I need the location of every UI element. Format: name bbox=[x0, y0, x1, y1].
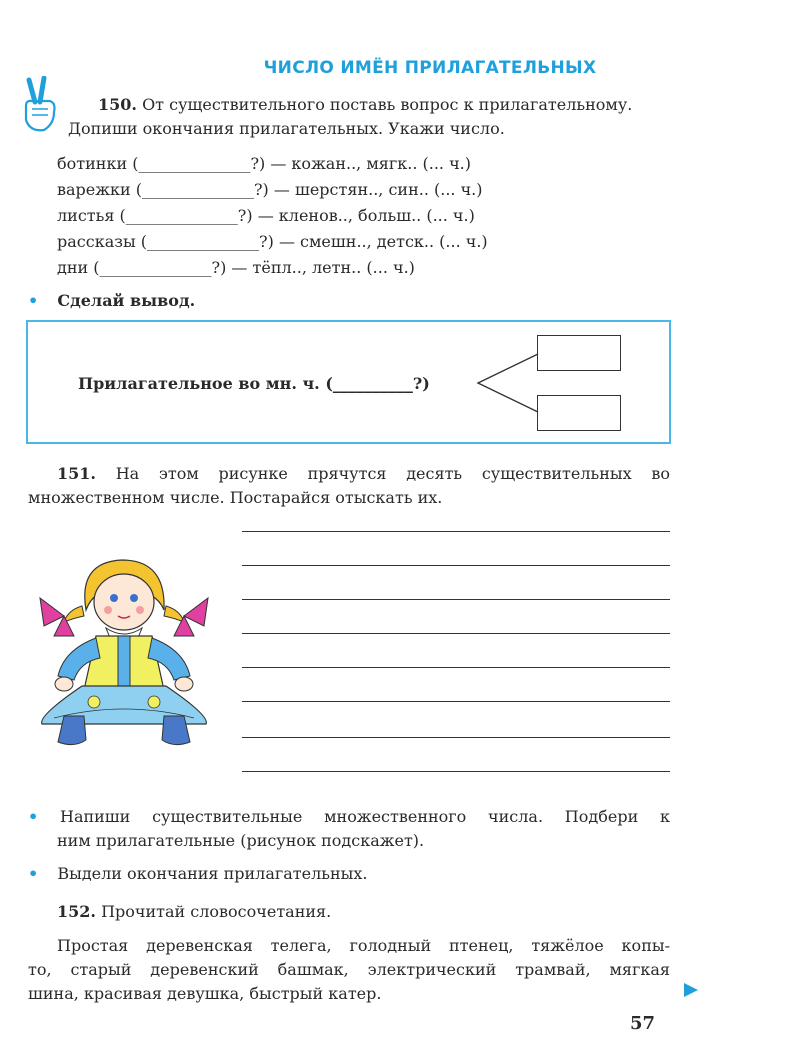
bullet-icon: • bbox=[28, 291, 39, 310]
instruction-text: Прочитай словосочетания. bbox=[101, 902, 332, 921]
writing-line[interactable] bbox=[242, 531, 670, 532]
doll-illustration bbox=[34, 540, 218, 750]
answer-blank[interactable]: ______________ bbox=[99, 258, 212, 277]
row-noun: рассказы ( bbox=[57, 232, 148, 251]
exercise-152-title bbox=[57, 901, 331, 923]
exercise-row-2 bbox=[57, 179, 483, 201]
row-adjectives: ?) — кленов.., больш.. (... ч.) bbox=[237, 206, 475, 225]
writing-line[interactable] bbox=[242, 599, 670, 600]
instruction-text: От существительного поставь вопрос к прилагательному. bbox=[142, 95, 633, 114]
answer-blank[interactable]: ______________ bbox=[138, 154, 251, 173]
box-blank[interactable]: __________ bbox=[332, 374, 413, 393]
conclusion-prompt bbox=[28, 290, 195, 312]
branch-lines bbox=[476, 350, 540, 414]
conclusion-box-text bbox=[78, 373, 430, 395]
answer-blank[interactable]: ______________ bbox=[141, 180, 254, 199]
answer-blank[interactable]: ______________ bbox=[147, 232, 260, 251]
row-adjectives: ?) — кожан.., мягк.. (... ч.) bbox=[250, 154, 471, 173]
box-label: Прилагательное во мн. ч. ( bbox=[78, 374, 333, 393]
exercise-150-instruction-line2: Допиши окончания прилагательных. Укажи число. bbox=[68, 119, 505, 138]
exercise-row-5 bbox=[57, 257, 415, 279]
writing-line[interactable] bbox=[242, 667, 670, 668]
answer-box-top[interactable] bbox=[537, 335, 621, 371]
row-adjectives: ?) — тёпл.., летн.. (... ч.) bbox=[211, 258, 415, 277]
exercise-150-instruction-line1 bbox=[98, 94, 632, 116]
row-noun: варежки ( bbox=[57, 180, 142, 199]
bullet-icon: • bbox=[28, 864, 39, 883]
answer-box-bottom[interactable] bbox=[537, 395, 621, 431]
answer-blank[interactable]: ______________ bbox=[125, 206, 238, 225]
section-heading: ЧИСЛО ИМЁН ПРИЛАГАТЕЛЬНЫХ bbox=[263, 58, 597, 78]
row-noun: ботинки ( bbox=[57, 154, 139, 173]
writing-line[interactable] bbox=[242, 701, 670, 702]
exercise-number: 152. bbox=[57, 902, 96, 921]
writing-line[interactable] bbox=[242, 633, 670, 634]
conclusion-label: Сделай вывод. bbox=[57, 291, 196, 310]
task-2 bbox=[28, 863, 368, 885]
exercise-152-line1: Простая деревенская телега, голодный птенец, тяжёлое копы- bbox=[57, 936, 670, 955]
exercise-151-line2: множественном числе. Постарайся отыскать их. bbox=[28, 488, 443, 507]
instruction-text: На этом рисунке прячутся десять существительных во bbox=[115, 464, 671, 483]
task-text: Напиши существительные множественного числа. Подбери к bbox=[59, 807, 670, 826]
box-end: ?) bbox=[412, 374, 430, 393]
exercise-row-3 bbox=[57, 205, 475, 227]
writing-line[interactable] bbox=[242, 771, 670, 772]
row-adjectives: ?) — шерстян.., син.. (... ч.) bbox=[253, 180, 483, 199]
task-text: Выдели окончания прилагательных. bbox=[57, 864, 368, 883]
victory-hand-icon bbox=[20, 76, 60, 134]
exercise-151-line1 bbox=[57, 463, 670, 485]
writing-line[interactable] bbox=[242, 737, 670, 738]
exercise-number: 150. bbox=[98, 95, 137, 114]
bullet-icon: • bbox=[28, 807, 39, 826]
next-page-arrow-icon[interactable] bbox=[684, 983, 698, 997]
exercise-152-line2: то, старый деревенский башмак, электрический трамвай, мягкая bbox=[28, 960, 670, 979]
writing-line[interactable] bbox=[242, 565, 670, 566]
row-noun: листья ( bbox=[57, 206, 126, 225]
exercise-152-line3: шина, красивая девушка, быстрый катер. bbox=[28, 984, 382, 1003]
exercise-row-1 bbox=[57, 153, 471, 175]
exercise-row-4 bbox=[57, 231, 488, 253]
task-1-line2: ним прилагательные (рисунок подскажет). bbox=[57, 831, 425, 850]
exercise-number: 151. bbox=[57, 464, 96, 483]
row-adjectives: ?) — смешн.., детск.. (... ч.) bbox=[259, 232, 488, 251]
page-number: 57 bbox=[630, 1013, 656, 1034]
task-1-line1 bbox=[28, 806, 670, 828]
row-noun: дни ( bbox=[57, 258, 100, 277]
